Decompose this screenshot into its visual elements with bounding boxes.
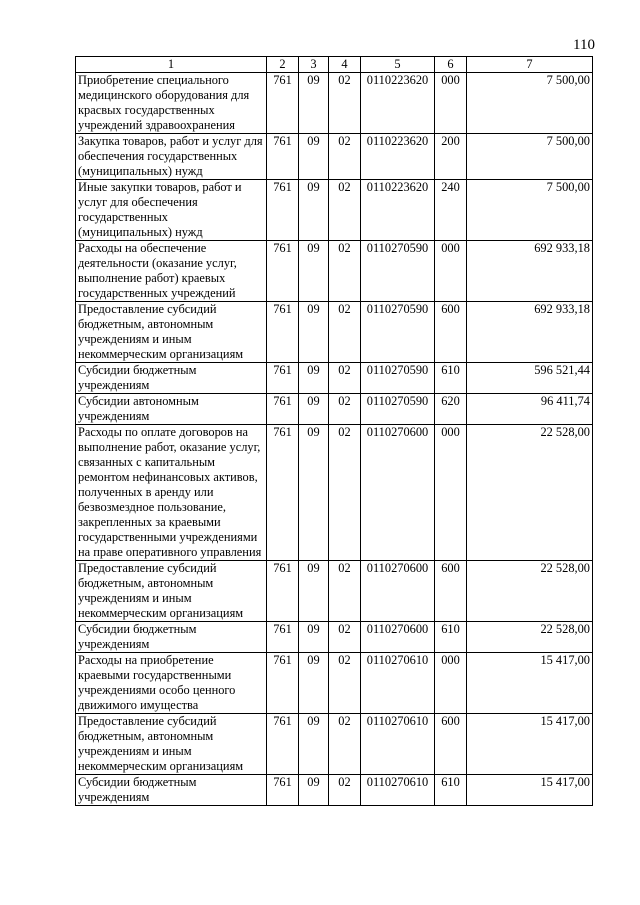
row-csr-cell: 0110270600	[361, 425, 435, 561]
row-vr-cell: 000	[435, 73, 467, 134]
row-vr-cell: 000	[435, 241, 467, 302]
row-rz-cell: 09	[299, 775, 329, 806]
row-csr-cell: 0110270610	[361, 775, 435, 806]
row-name-cell: Предоставление субсидий бюджетным, автономным учреждениям и иным некоммерческим организациям	[76, 561, 267, 622]
row-csr-cell: 0110270600	[361, 561, 435, 622]
row-csr-cell: 0110270600	[361, 622, 435, 653]
row-gr-cell: 761	[267, 302, 299, 363]
row-name-cell: Субсидии бюджетным учреждениям	[76, 775, 267, 806]
row-vr-cell: 610	[435, 363, 467, 394]
row-csr-cell: 0110270610	[361, 653, 435, 714]
row-rz-cell: 09	[299, 394, 329, 425]
row-vr-cell: 200	[435, 134, 467, 180]
row-vr-cell: 000	[435, 653, 467, 714]
row-pr-cell: 02	[329, 180, 361, 241]
column-header: 4	[329, 57, 361, 73]
row-csr-cell: 0110270590	[361, 394, 435, 425]
column-header: 7	[467, 57, 593, 73]
row-amount-cell: 22 528,00	[467, 561, 593, 622]
row-amount-cell: 15 417,00	[467, 653, 593, 714]
table-row	[76, 425, 593, 561]
row-rz-cell: 09	[299, 622, 329, 653]
row-amount-cell: 15 417,00	[467, 714, 593, 775]
column-header: 6	[435, 57, 467, 73]
row-rz-cell: 09	[299, 425, 329, 561]
row-vr-cell: 600	[435, 302, 467, 363]
row-rz-cell: 09	[299, 714, 329, 775]
row-pr-cell: 02	[329, 73, 361, 134]
row-name-cell: Предоставление субсидий бюджетным, автономным учреждениям и иным некоммерческим организациям	[76, 302, 267, 363]
row-name-cell: Иные закупки товаров, работ и услуг для обеспечения государственных (муниципальных) нужд	[76, 180, 267, 241]
row-gr-cell: 761	[267, 134, 299, 180]
row-vr-cell: 610	[435, 622, 467, 653]
row-rz-cell: 09	[299, 561, 329, 622]
row-csr-cell: 0110270610	[361, 714, 435, 775]
table-row	[76, 775, 593, 806]
row-name-cell: Расходы на приобретение краевыми государственными учреждениями особо ценного движимого имущества	[76, 653, 267, 714]
table-row	[76, 622, 593, 653]
row-amount-cell: 7 500,00	[467, 180, 593, 241]
row-gr-cell: 761	[267, 425, 299, 561]
table-row	[76, 73, 593, 134]
row-name-cell: Предоставление субсидий бюджетным, автономным учреждениям и иным некоммерческим организациям	[76, 714, 267, 775]
table-row	[76, 302, 593, 363]
row-csr-cell: 0110270590	[361, 302, 435, 363]
table-row	[76, 394, 593, 425]
row-pr-cell: 02	[329, 622, 361, 653]
table-row	[76, 241, 593, 302]
table-row	[76, 561, 593, 622]
row-gr-cell: 761	[267, 180, 299, 241]
header-row	[76, 57, 593, 73]
row-csr-cell: 0110223620	[361, 73, 435, 134]
budget-table	[75, 56, 593, 806]
row-vr-cell: 600	[435, 561, 467, 622]
row-rz-cell: 09	[299, 653, 329, 714]
row-pr-cell: 02	[329, 394, 361, 425]
row-rz-cell: 09	[299, 180, 329, 241]
row-name-cell: Приобретение специального медицинского оборудования для красвых государственных учреждений здравоохранения	[76, 73, 267, 134]
row-gr-cell: 761	[267, 653, 299, 714]
row-vr-cell: 000	[435, 425, 467, 561]
row-pr-cell: 02	[329, 363, 361, 394]
row-csr-cell: 0110223620	[361, 180, 435, 241]
column-header: 5	[361, 57, 435, 73]
row-name-cell: Расходы по оплате договоров на выполнение работ, оказание услуг, связанных с капитальным ремонтом нефинансовых активов, полученных в аренду или безвозмездное пользование, закрепленных за краевыми государственными учреждениями на праве оперативного управления	[76, 425, 267, 561]
row-pr-cell: 02	[329, 241, 361, 302]
table-row	[76, 180, 593, 241]
row-gr-cell: 761	[267, 714, 299, 775]
row-pr-cell: 02	[329, 134, 361, 180]
row-csr-cell: 0110270590	[361, 241, 435, 302]
table-row	[76, 714, 593, 775]
row-amount-cell: 596 521,44	[467, 363, 593, 394]
table-row	[76, 363, 593, 394]
row-rz-cell: 09	[299, 134, 329, 180]
row-pr-cell: 02	[329, 302, 361, 363]
row-vr-cell: 620	[435, 394, 467, 425]
row-rz-cell: 09	[299, 241, 329, 302]
row-name-cell: Субсидии автономным учреждениям	[76, 394, 267, 425]
row-rz-cell: 09	[299, 73, 329, 134]
row-pr-cell: 02	[329, 653, 361, 714]
row-vr-cell: 600	[435, 714, 467, 775]
row-amount-cell: 22 528,00	[467, 425, 593, 561]
row-amount-cell: 22 528,00	[467, 622, 593, 653]
row-vr-cell: 610	[435, 775, 467, 806]
page-number: 110	[573, 37, 595, 53]
row-name-cell: Расходы на обеспечение деятельности (оказание услуг, выполнение работ) краевых государственных учреждений	[76, 241, 267, 302]
row-gr-cell: 761	[267, 394, 299, 425]
row-name-cell: Закупка товаров, работ и услуг для обеспечения государственных (муниципальных) нужд	[76, 134, 267, 180]
row-amount-cell: 15 417,00	[467, 775, 593, 806]
row-gr-cell: 761	[267, 775, 299, 806]
row-amount-cell: 692 933,18	[467, 302, 593, 363]
row-amount-cell: 7 500,00	[467, 73, 593, 134]
row-gr-cell: 761	[267, 561, 299, 622]
row-pr-cell: 02	[329, 561, 361, 622]
table-row	[76, 653, 593, 714]
row-rz-cell: 09	[299, 363, 329, 394]
row-name-cell: Субсидии бюджетным учреждениям	[76, 622, 267, 653]
row-amount-cell: 96 411,74	[467, 394, 593, 425]
row-pr-cell: 02	[329, 775, 361, 806]
row-gr-cell: 761	[267, 363, 299, 394]
row-gr-cell: 761	[267, 73, 299, 134]
row-gr-cell: 761	[267, 622, 299, 653]
table-row	[76, 134, 593, 180]
row-pr-cell: 02	[329, 714, 361, 775]
column-header: 1	[76, 57, 267, 73]
row-name-cell: Субсидии бюджетным учреждениям	[76, 363, 267, 394]
row-vr-cell: 240	[435, 180, 467, 241]
row-gr-cell: 761	[267, 241, 299, 302]
column-header: 3	[299, 57, 329, 73]
row-amount-cell: 692 933,18	[467, 241, 593, 302]
row-amount-cell: 7 500,00	[467, 134, 593, 180]
row-csr-cell: 0110223620	[361, 134, 435, 180]
column-header: 2	[267, 57, 299, 73]
row-pr-cell: 02	[329, 425, 361, 561]
row-rz-cell: 09	[299, 302, 329, 363]
row-csr-cell: 0110270590	[361, 363, 435, 394]
